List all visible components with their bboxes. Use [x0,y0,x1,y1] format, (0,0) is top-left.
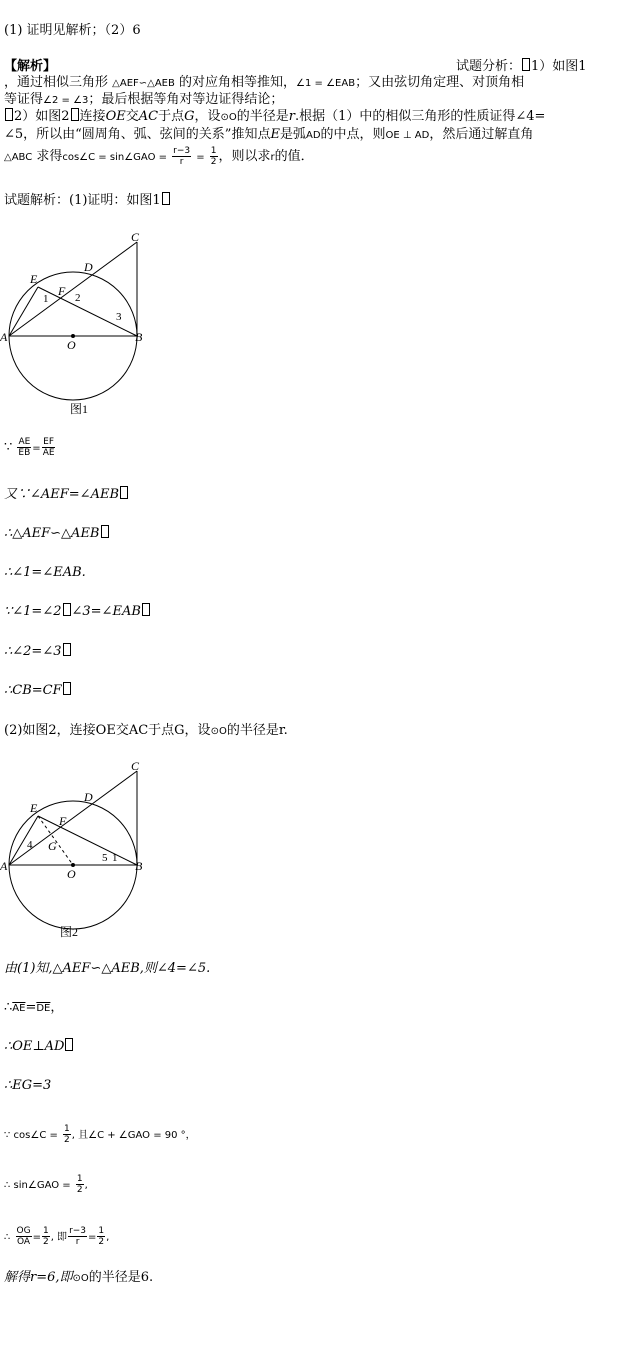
step-text: ∴EG=3 [4,1078,52,1093]
fig1-label-d: D [84,260,93,274]
step-5 [4,603,151,621]
equals: = [88,1232,97,1243]
fraction: $\frac{1}{2}$ [64,1124,70,1145]
analysis-text: 的对应角相等推知， [179,75,297,90]
step-text: ∵∠1=∠2 [4,604,62,619]
part2-step-6 [4,1174,88,1195]
angle-eq: ∠2 = ∠3 [43,95,89,106]
final-answer [4,1269,153,1288]
fig1-label-o: O [67,338,76,352]
step-text: ∴CB=CF [4,683,62,698]
arc-de: $\overline{DE}$ [36,1003,51,1014]
fig2-label-5: 5 [102,852,108,864]
part2-text: 的半径是r. [226,723,288,738]
punct: ， [50,1000,64,1015]
analysis-header: 【解析】 [4,59,57,74]
cos-expr: cos∠C = sin∠GAO = [62,152,168,163]
analysis-line-3 [4,108,545,127]
analysis-text: 是弧 [279,127,306,142]
figure-2 [0,755,160,945]
fraction: $\frac{1}{2}$ [210,146,217,167]
final-text: 解得r=6,即 [4,1270,73,1285]
solution-head [4,192,171,210]
fig2-label-g: G [48,839,57,853]
fig2-label-b: B [135,859,143,873]
similar-triangles: △AEF∽△AEB [112,78,175,89]
fig2-label-a: A [0,859,8,873]
fig2-label-4: 4 [27,839,33,851]
step-ratio [4,437,57,458]
step-3 [4,525,110,543]
fig1-caption: 图1 [70,402,89,416]
analysis-right-label2: 1）如图1 [531,59,587,74]
circle-symbol: ⊙O [220,112,237,123]
part2-step-7 [4,1226,109,1247]
step-2 [4,486,129,504]
segment-oe: OE [105,109,126,124]
fraction: $\frac{OG}{OA}$ [16,1226,31,1247]
part2-step-3 [4,1038,74,1056]
part2-step-2 [4,999,63,1018]
fig2-label-f: F [59,814,67,828]
step-text: 由(1)知,△AEF∽△AEB,则∠4=∠5. [4,961,211,976]
analysis-text: 于点 [158,109,185,124]
analysis-text: ，通过相似三角形 [4,75,109,90]
arc-ae: $\overline{AE}$ [12,1003,26,1014]
punct: , [84,1180,88,1191]
analysis-text: ∠5，所以由“圆周角、弧、弦间的关系”推知点 [4,127,271,142]
part2-text: (2)如图2，连接OE交AC于点G，设 [4,723,211,738]
fig2-caption: 图2 [60,925,79,939]
part2-intro [4,722,288,741]
circle-symbol: ⊙O [72,1273,89,1284]
fig1-label-1: 1 [43,293,49,305]
fig2-label-e: E [30,801,38,815]
analysis-text: 求得 [36,149,63,164]
perp-relation: OE ⊥ AD [385,130,430,141]
analysis-text: ；最后根据等角对等边证得结论； [88,92,284,107]
therefore-symbol: ∴ [4,1232,11,1243]
analysis-line-5 [4,146,314,167]
analysis-text: 的中点，则 [320,127,386,142]
analysis-line-4 [4,126,533,145]
fig1-label-3: 3 [116,311,122,323]
part2-step-1 [4,960,210,978]
fraction: $\frac{r-3}{r}$ [69,1226,87,1247]
equals: = [196,152,205,163]
circle-symbol: ⊙O [210,726,227,737]
fraction: $\frac{1}{2}$ [98,1226,105,1247]
fig2-label-c: C [131,759,140,773]
equals: = [32,443,41,454]
step-text: ∴∠1=∠EAB. [4,565,86,580]
part2-step-4 [4,1077,51,1095]
analysis-text: 的值． [274,149,314,164]
fig1-label-b: B [135,330,143,344]
step-text: , 且∠C + ∠GAO = 90 °， [71,1130,196,1141]
fig1-label-a: A [0,330,8,344]
step-text: ∴OE⊥AD [4,1039,65,1054]
fig1-label-c: C [131,230,140,244]
angle-eq: ∠1 = ∠EAB [296,78,356,89]
radius-r: r [288,109,295,124]
fraction: $\frac{AE}{EB}$ [18,437,31,458]
analysis-text: 等证得 [4,92,44,107]
fraction: $\frac{1}{2}$ [76,1174,83,1195]
figure-1 [0,225,160,420]
final-text: 的半径是6. [88,1270,154,1285]
sin-expr: ∴ sin∠GAO = [4,1180,71,1191]
step-text: ∴∠2=∠3 [4,644,62,659]
analysis-text: ，则以求 [218,149,271,164]
analysis-text: ；又由弦切角定理、对顶角相 [355,75,525,90]
equals: = [25,1000,37,1015]
answer-summary: (1) 证明见解析；（2）6 [4,23,141,38]
step-text: , 即 [50,1232,68,1243]
analysis-text: ，设 [194,109,221,124]
fig1-label-e: E [30,272,38,286]
analysis-text: 连接 [79,109,106,124]
step-4 [4,564,86,582]
solution-head-text: 试题解析：(1)证明：如图1 [4,193,161,208]
step-6 [4,643,72,661]
fig2-label-o: O [67,867,76,881]
segment-ac: AC [138,109,159,124]
step-7 [4,682,72,700]
fraction: $\frac{EF}{AE}$ [42,437,55,458]
fig1-label-f: F [58,284,66,298]
because-symbol: ∵ [4,440,13,455]
step-text: ∠3=∠EAB [71,604,141,619]
step-text: ∴△AEF∽△AEB [4,526,100,541]
triangle-abc: △ABC [4,152,33,163]
point-g: G [184,109,195,124]
fraction: $\frac{r-3}{r}$ [173,146,191,167]
equals: = [32,1232,41,1243]
radius-r: r [270,152,275,163]
fig1-label-2: 2 [75,292,81,304]
analysis-text: 的半径是 [236,109,289,124]
punct: , [106,1232,110,1243]
analysis-text: .根据（1）中的相似三角形的性质证得∠4= [294,109,546,124]
analysis-text: 交 [125,109,139,124]
cos-expr: ∵ cos∠C = [4,1130,58,1141]
fig2-label-d: D [84,790,93,804]
part2-step-5 [4,1124,196,1145]
arc-ad: AD [305,130,321,141]
analysis-text: ，然后通过解直角 [429,127,534,142]
fraction: $\frac{1}{2}$ [42,1226,49,1247]
point-e: E [270,127,280,142]
analysis-right-label: 试题分析： [456,59,522,74]
therefore-symbol: ∴ [4,1000,13,1015]
fig2-label-1: 1 [112,852,118,864]
step-text: 又∵∠AEF=∠AEB [4,487,120,502]
analysis-text: 2）如图2 [14,109,70,124]
